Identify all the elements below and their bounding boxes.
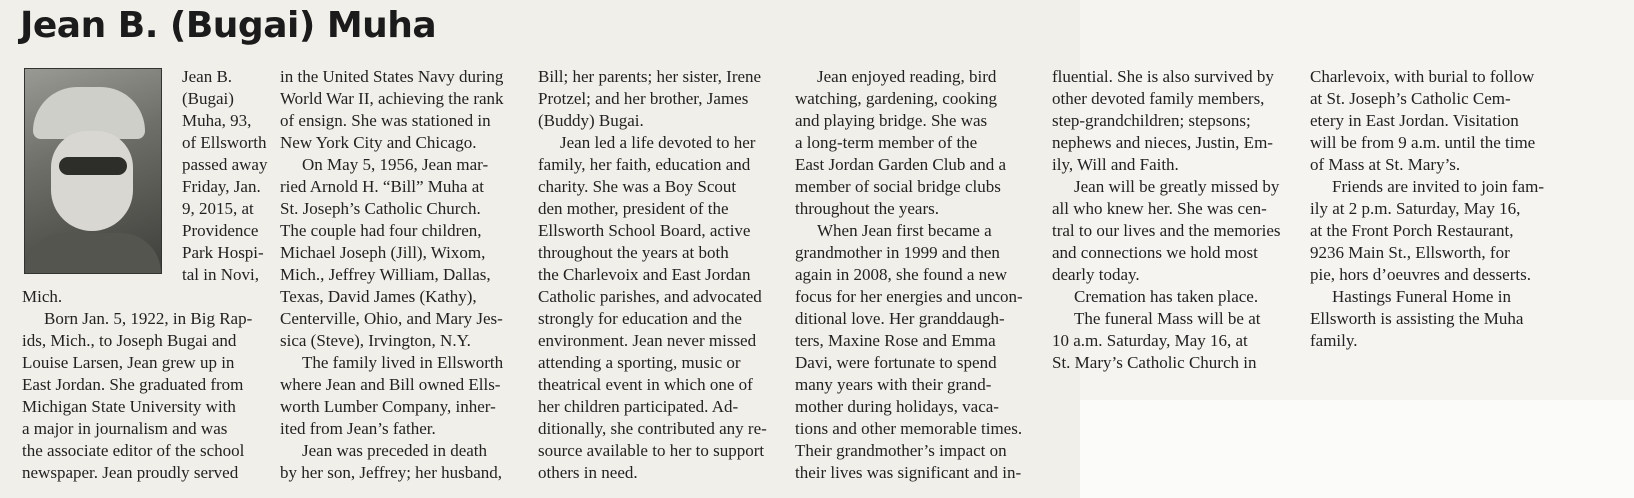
- portrait-photo: [24, 68, 162, 274]
- column-3-line: theatrical event in which one of: [538, 375, 753, 394]
- column-6-line: Ellsworth is assisting the Muha: [1310, 309, 1524, 328]
- column-2-line: by her son, Jeffrey; her husband,: [280, 463, 503, 482]
- column-4-line: mother during holidays, vaca-: [795, 397, 999, 416]
- column-6-line: Friends are invited to join fam-: [1332, 177, 1544, 196]
- photo-wrap-text-line: 9, 2015, at: [182, 199, 254, 218]
- column-5-line: nephews and nieces, Justin, Em-: [1052, 133, 1273, 152]
- column-6-line: Charlevoix, with burial to follow: [1310, 67, 1535, 86]
- column-4-line: grandmother in 1999 and then: [795, 243, 1000, 262]
- column-2-line: Michael Joseph (Jill), Wixom,: [280, 243, 486, 262]
- photo-wrap-text-line: tal in Novi,: [182, 265, 259, 284]
- column-1-line: a major in journalism and was: [22, 419, 228, 438]
- column-4-line: East Jordan Garden Club and a: [795, 155, 1007, 174]
- column-3-line: Jean led a life devoted to her: [560, 133, 756, 152]
- column-4-line: Jean enjoyed reading, bird: [817, 67, 997, 86]
- column-4-line: watching, gardening, cooking: [795, 89, 998, 108]
- column-1-line: Mich.: [22, 287, 63, 306]
- column-5-line: The funeral Mass will be at: [1074, 309, 1261, 328]
- obituary-headline: Jean B. (Bugai) Muha: [20, 5, 437, 46]
- column-4-line: a long-term member of the: [795, 133, 978, 152]
- column-3-line: ditionally, she contributed any re-: [538, 419, 767, 438]
- column-5-line: dearly today.: [1052, 265, 1140, 284]
- column-1-line: Born Jan. 5, 1922, in Big Rap-: [44, 309, 253, 328]
- photo-wrap-text-line: Park Hospi-: [182, 243, 264, 262]
- photo-wrap-text-line: passed away: [182, 155, 268, 174]
- column-5-line: step-grandchildren; stepsons;: [1052, 111, 1251, 130]
- column-5-line: other devoted family members,: [1052, 89, 1265, 108]
- column-2-line: Jean was preceded in death: [302, 441, 488, 460]
- column-6-line: etery in East Jordan. Visitation: [1310, 111, 1519, 130]
- column-2-line: Texas, David James (Kathy),: [280, 287, 477, 306]
- column-5-line: ily, Will and Faith.: [1052, 155, 1179, 174]
- column-3-line: Ellsworth School Board, active: [538, 221, 751, 240]
- column-4-line: ters, Maxine Rose and Emma: [795, 331, 996, 350]
- column-4-line: and playing bridge. She was: [795, 111, 988, 130]
- column-3-line: her children participated. Ad-: [538, 397, 739, 416]
- column-3-line: Protzel; and her brother, James: [538, 89, 749, 108]
- photo-wrap-text-line: of Ellsworth: [182, 133, 267, 152]
- column-2: [280, 66, 504, 484]
- column-2-line: On May 5, 1956, Jean mar-: [302, 155, 489, 174]
- column-4-line: Their grandmother’s impact on: [795, 441, 1007, 460]
- column-3-line: den mother, president of the: [538, 199, 729, 218]
- column-3-line: family, her faith, education and: [538, 155, 751, 174]
- column-6: [1310, 66, 1544, 352]
- column-2-line: sica (Steve), Irvington, N.Y.: [280, 331, 471, 350]
- column-2-line: World War II, achieving the rank: [280, 89, 504, 108]
- column-1-line: ids, Mich., to Joseph Bugai and: [22, 331, 237, 350]
- column-1-line: the associate editor of the school: [22, 441, 245, 460]
- column-4-line: throughout the years.: [795, 199, 939, 218]
- column-5-line: Cremation has taken place.: [1074, 287, 1259, 306]
- column-3-line: (Buddy) Bugai.: [538, 111, 644, 130]
- column-4: [795, 66, 1023, 484]
- column-6-line: will be from 9 a.m. until the time: [1310, 133, 1536, 152]
- column-4-line: tions and other memorable times.: [795, 419, 1023, 438]
- column-2-line: of ensign. She was stationed in: [280, 111, 491, 130]
- column-6-line: at St. Joseph’s Catholic Cem-: [1310, 89, 1511, 108]
- photo-wrap-text-line: (Bugai): [182, 89, 234, 108]
- column-3-line: environment. Jean never missed: [538, 331, 757, 350]
- column-2-line: ried Arnold H. “Bill” Muha at: [280, 177, 484, 196]
- column-2-line: Mich., Jeffrey William, Dallas,: [280, 265, 491, 284]
- column-4-line: member of social bridge clubs: [795, 177, 1001, 196]
- column-5-line: fluential. She is also survived by: [1052, 67, 1274, 86]
- photo-wrap-text-line: Friday, Jan.: [182, 177, 261, 196]
- column-5-line: and connections we hold most: [1052, 243, 1258, 262]
- column-4-line: focus for her energies and uncon-: [795, 287, 1023, 306]
- column-6-line: Hastings Funeral Home in: [1332, 287, 1511, 306]
- column-3-line: charity. She was a Boy Scout: [538, 177, 737, 196]
- column-3-line: the Charlevoix and East Jordan: [538, 265, 751, 284]
- column-5-line: St. Mary’s Catholic Church in: [1052, 353, 1257, 372]
- column-4-line: When Jean first became a: [817, 221, 992, 240]
- column-1-line: East Jordan. She graduated from: [22, 375, 244, 394]
- column-6-line: 9236 Main St., Ellsworth, for: [1310, 243, 1510, 262]
- column-3-line: Bill; her parents; her sister, Irene: [538, 67, 762, 86]
- column-2-line: The family lived in Ellsworth: [302, 353, 504, 372]
- column-1-line: Michigan State University with: [22, 397, 236, 416]
- column-3-line: strongly for education and the: [538, 309, 742, 328]
- column-3-line: source available to her to support: [538, 441, 765, 460]
- column-4-line: Davi, were fortunate to spend: [795, 353, 997, 372]
- column-6-line: at the Front Porch Restaurant,: [1310, 221, 1514, 240]
- column-1: [22, 286, 252, 484]
- column-2-line: ited from Jean’s father.: [280, 419, 436, 438]
- column-5-line: Jean will be greatly missed by: [1074, 177, 1280, 196]
- column-4-line: again in 2008, she found a new: [795, 265, 1007, 284]
- column-4-line: their lives was significant and in-: [795, 463, 1022, 482]
- column-1-line: newspaper. Jean proudly served: [22, 463, 239, 482]
- column-3: [538, 66, 767, 484]
- column-2-line: in the United States Navy during: [280, 67, 504, 86]
- column-6-line: family.: [1310, 331, 1358, 350]
- column-3-line: throughout the years at both: [538, 243, 729, 262]
- column-3-line: others in need.: [538, 463, 638, 482]
- column-2-line: The couple had four children,: [280, 221, 482, 240]
- photo-wrap-text-line: Muha, 93,: [182, 111, 252, 130]
- column-6-line: of Mass at St. Mary’s.: [1310, 155, 1461, 174]
- photo-wrap-text: [182, 66, 267, 286]
- column-5-line: all who knew her. She was cen-: [1052, 199, 1267, 218]
- column-3-line: Catholic parishes, and advocated: [538, 287, 762, 306]
- column-6-line: ily at 2 p.m. Saturday, May 16,: [1310, 199, 1521, 218]
- column-5-line: tral to our lives and the memories: [1052, 221, 1281, 240]
- column-6-line: pie, hors d’oeuvres and desserts.: [1310, 265, 1531, 284]
- column-4-line: many years with their grand-: [795, 375, 992, 394]
- column-1-line: Louise Larsen, Jean grew up in: [22, 353, 235, 372]
- photo-wrap-text-line: Jean B.: [182, 67, 233, 86]
- column-2-line: Centerville, Ohio, and Mary Jes-: [280, 309, 503, 328]
- blank-area: [1080, 400, 1634, 498]
- column-5-line: 10 a.m. Saturday, May 16, at: [1052, 331, 1248, 350]
- column-2-line: New York City and Chicago.: [280, 133, 477, 152]
- column-2-line: St. Joseph’s Catholic Church.: [280, 199, 481, 218]
- column-2-line: where Jean and Bill owned Ells-: [280, 375, 501, 394]
- column-2-line: worth Lumber Company, inher-: [280, 397, 496, 416]
- column-5: [1052, 66, 1281, 374]
- column-3-line: attending a sporting, music or: [538, 353, 741, 372]
- photo-wrap-text-line: Providence: [182, 221, 259, 240]
- column-4-line: ditional love. Her granddaugh-: [795, 309, 1005, 328]
